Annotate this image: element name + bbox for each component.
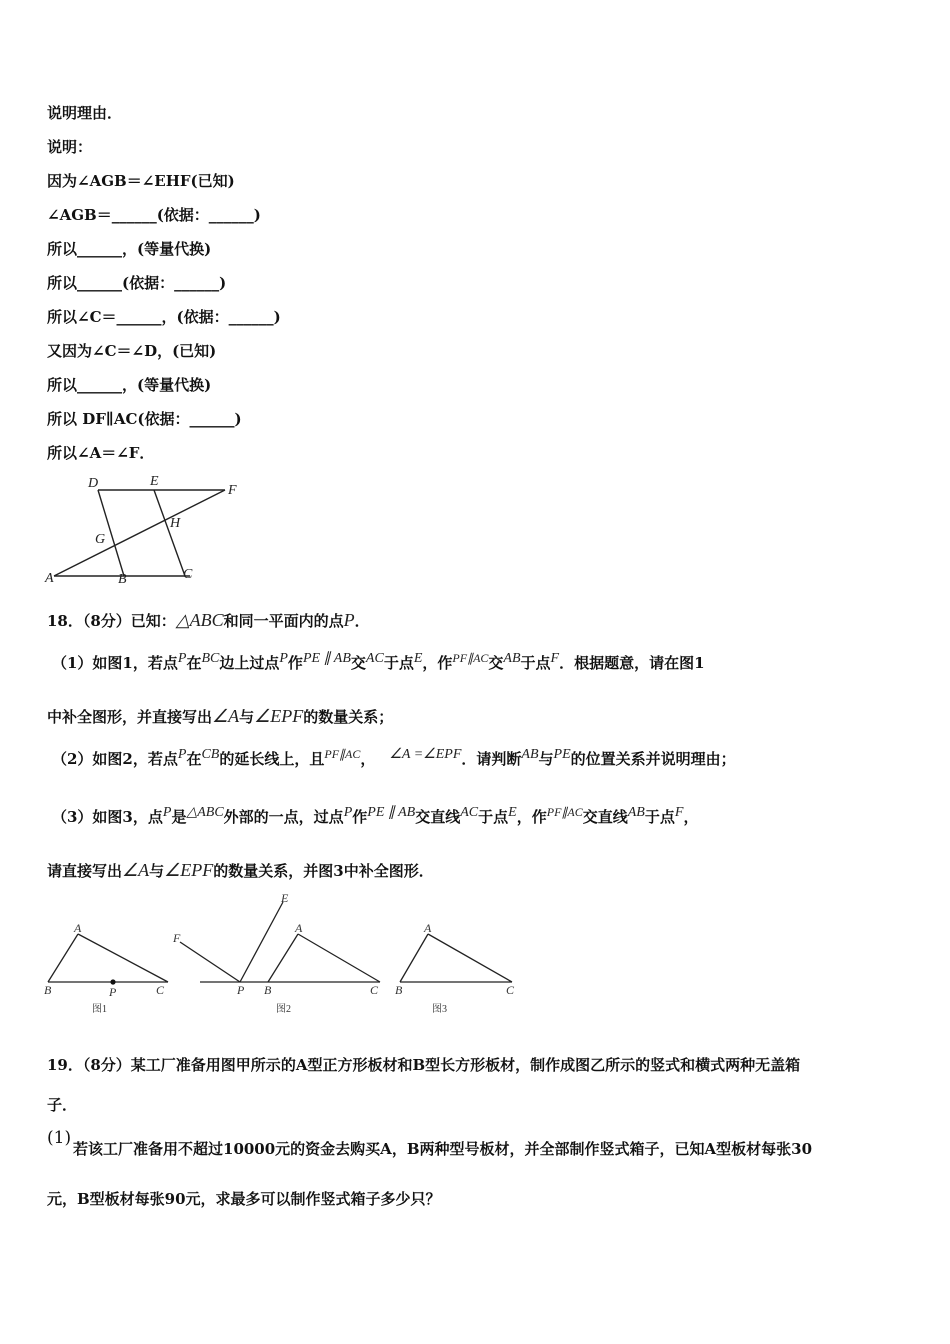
figure-17 (40, 470, 260, 590)
fig1-caption: 图1 (92, 1004, 107, 1015)
fig3-label-B: B (395, 983, 403, 997)
fig1-label-A: A (74, 921, 82, 935)
proof-line-11: 所以∠A＝∠F． (47, 444, 155, 462)
figure-3 (395, 921, 515, 1015)
q19-line-3: 若该工厂准备用不超过10000元的资金去购买A，B两种型号板材，并全部制作竖式箱子，已知A型板材每张30 (73, 1140, 813, 1158)
q18-part3-line2: 请直接写出∠A与∠EPF的数量关系，并图3中补全图形． (47, 860, 434, 880)
q19-line-4: 元，B型板材每张90元，求最多可以制作竖式箱子多少只？ (47, 1190, 441, 1208)
fig2-label-P: P (237, 983, 245, 997)
label-C: C (183, 567, 193, 582)
proof-line-7: 所以∠C＝______，(依据：______) (47, 308, 281, 326)
fig2-label-E: E (281, 891, 289, 905)
q18-part3-line1: （3）如图3，点P是△ABC外部的一点，过点P作PE ∥ AB交直线AC于点E，作$^{PF\parallel AC}$交直线AB于点F， (52, 805, 699, 826)
figure-1 (44, 921, 168, 1015)
proof-line-6: 所以______(依据：______) (47, 274, 227, 292)
fig1-label-B: B (44, 983, 52, 997)
proof-line-1: 说明理由． (47, 104, 123, 122)
proof-line-2: 说明： (47, 138, 93, 156)
proof-line-10: 所以 DF∥AC(依据：______) (47, 410, 242, 428)
q18-part2: （2）如图2，若点P在CB的延长线上，且$^{PF\parallel AC}$， ∠A =∠EPF．请判断AB与PE的位置关系并说明理由； (52, 747, 736, 768)
segment-EC (154, 490, 185, 576)
label-B: B (118, 572, 127, 587)
figures-18 (40, 890, 530, 1025)
label-G: G (95, 532, 106, 547)
label-H: H (170, 516, 181, 531)
fig3-label-A: A (424, 921, 432, 935)
q18-header: 18．（8分）已知：△ABC和同一平面内的点P． (47, 610, 370, 630)
fig3-caption: 图3 (432, 1004, 447, 1015)
proof-line-5: 所以______，(等量代换) (47, 240, 212, 258)
fig1-label-C: C (156, 983, 165, 997)
proof-line-3: 因为∠AGB＝∠EHF(已知) (47, 172, 235, 190)
label-F: F (228, 483, 237, 498)
fig2-label-F: F (173, 931, 181, 945)
point-P (110, 979, 115, 984)
fig2-label-A: A (295, 921, 303, 935)
label-A: A (45, 571, 54, 586)
q18-part1-line2: 中补全图形，并直接写出∠A与∠EPF的数量关系； (47, 706, 394, 726)
label-D: D (88, 476, 99, 491)
fig1-label-P: P (109, 985, 117, 999)
q19-line-1: 19．（8分）某工厂准备用图甲所示的A型正方形板材和B型长方形板材，制作成图乙所示的竖式和横式两种无盖箱 (47, 1056, 801, 1074)
fig2-label-B: B (264, 983, 272, 997)
q19-part1-number: (1) (47, 1128, 72, 1148)
label-E: E (150, 474, 159, 489)
figure-2 (172, 891, 380, 1015)
q18-part1-line1: （1）如图1，若点P在BC边上过点P作PE ∥ AB交AC于点E，作$^{PF\parallel AC}$交AB于点F．根据题意，请在图1 (52, 651, 705, 672)
segment-AF (54, 490, 225, 576)
proof-line-9: 所以______，(等量代换) (47, 376, 212, 394)
proof-line-4: ∠AGB＝______(依据：______) (47, 206, 261, 224)
proof-line-8: 又因为∠C＝∠D，(已知) (47, 342, 217, 360)
fig2-caption: 图2 (276, 1004, 291, 1015)
fig3-label-C: C (506, 983, 515, 997)
fig2-label-C: C (370, 983, 379, 997)
q19-line-2: 子． (47, 1096, 78, 1114)
